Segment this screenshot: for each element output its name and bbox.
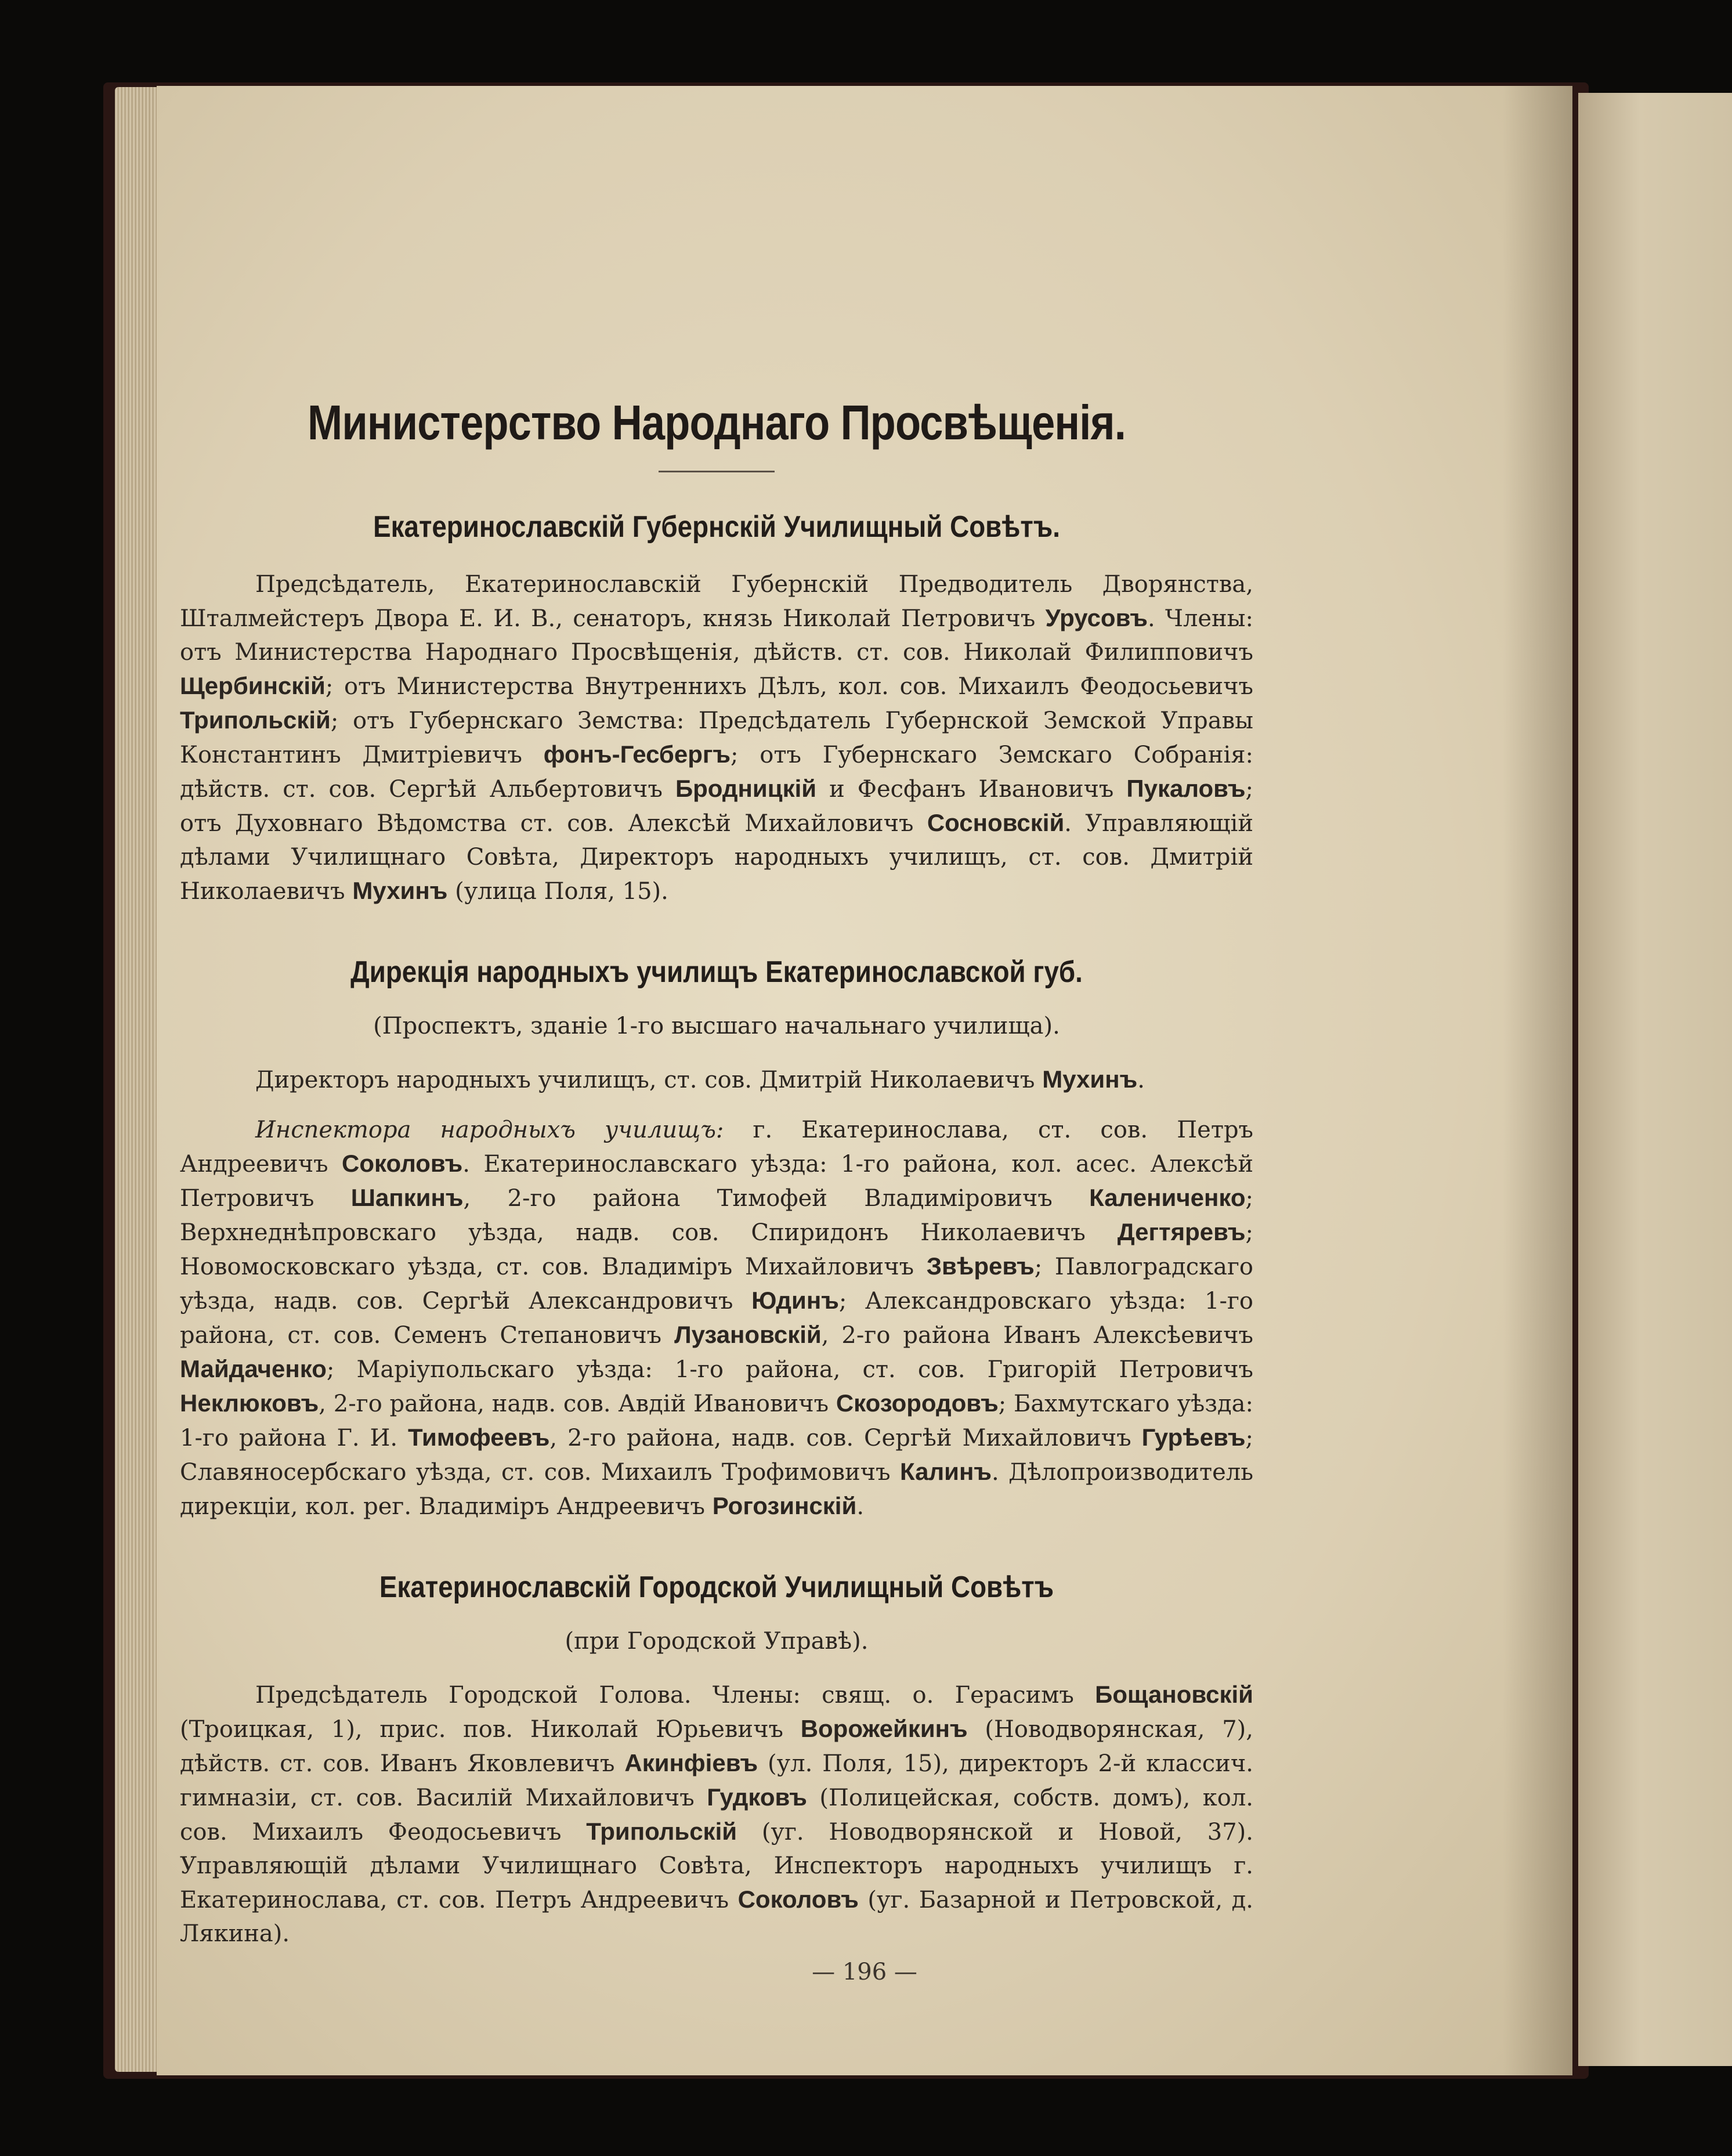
section-heading-governorate-council: Екатеринославскій Губернскій Училищный Совѣтъ.	[373, 510, 1060, 544]
page-number: — 196 —	[812, 1959, 917, 1985]
section-heading-city-council: Екатеринославскій Городской Училищный Совѣтъ	[379, 1570, 1054, 1604]
section-subtitle: (при Городской Управѣ).	[565, 1628, 869, 1655]
section-heading-directorate: Дирекція народныхъ училищъ Екатеринославской губ.	[350, 955, 1083, 989]
section-paragraph: Предсѣдатель Городской Голова. Члены: свящ. о. Герасимъ Бощановскій (Троицкая, 1), прис. пов. Николай Юрьевичъ Ворожейкинъ (Новодворянская, 7), дѣйств. ст. сов. Иванъ Яковлевичъ Акинфіевъ (ул. Поля, 15), директоръ 2-й классич. гимназіи, ст. сов. Василій Михайловичъ Гудковъ (Полицейская, собств. домъ), кол. сов. Михаилъ Феодосьевичъ Трипольскій (уг. Новодворянской и Новой, 37). Управляющій дѣлами Училищнаго Совѣта, Инспекторъ народныхъ училищъ г. Екатеринослава, ст. сов. Петръ Андреевичъ Соколовъ (уг. Базарной и Петровской, д. Лякина).	[180, 1681, 1254, 1947]
page-content	[180, 302, 1253, 1967]
section-paragraph: Инспектора народныхъ училищъ: г. Екатеринослава, ст. сов. Петръ Андреевичъ Соколовъ. Екатеринославскаго уѣзда: 1-го района, кол. асес. Алексѣй Петровичъ Шапкинъ, 2-го района Тимофей Владиміровичъ Калениченко; Верхнеднѣпровскаго уѣзда, надв. сов. Спиридонъ Николаевичъ Дегтяревъ; Новомосковскаго уѣзда, ст. сов. Владиміръ Михайловичъ Звѣревъ; Павлоградскаго уѣзда, надв. сов. Сергѣй Александровичъ Юдинъ; Александровскаго уѣзда: 1-го района, ст. сов. Семенъ Степановичъ Лузановскій, 2-го района Иванъ Алексѣевичъ Майдаченко; Маріупольскаго уѣзда: 1-го района, ст. сов. Григорій Петровичъ Неклюковъ, 2-го района, надв. сов. Авдій Ивановичъ Скозородовъ; Бахмутскаго уѣзда: 1-го района Г. И. Тимофеевъ, 2-го района, надв. сов. Сергѣй Михайловичъ Гурѣевъ; Славяносербскаго уѣзда, ст. сов. Михаилъ Трофимовичъ Калинъ. Дѣлопроизводитель дирекціи, кол. рег. Владиміръ Андреевичъ Рогозинскій.	[180, 1117, 1254, 1520]
section-paragraph: Директоръ народныхъ училищъ, ст. сов. Дмитрій Николаевичъ Мухинъ.	[255, 1066, 1145, 1093]
title-rule	[659, 471, 775, 472]
section-paragraph: Предсѣдатель, Екатеринославскій Губернскій Предводитель Дворянства, Шталмейстеръ Двора Е. И. В., сенаторъ, князь Николай Петровичъ Урусовъ. Члены: отъ Министерства Народнаго Просвѣщенія, дѣйств. ст. сов. Николай Филипповичъ Щербинскій; отъ Министерства Внутреннихъ Дѣлъ, кол. сов. Михаилъ Феодосьевичъ Трипольскій; отъ Губернскаго Земства: Предсѣдатель Губернской Земской Управы Константинъ Дмитріевичъ фонъ-Гесбергъ; отъ Губернскаго Земскаго Собранія: дѣйств. ст. сов. Сергѣй Альбертовичъ Бродницкій и Фесфанъ Ивановичъ Пукаловъ; отъ Духовнаго Вѣдомства ст. сов. Алексѣй Михайловичъ Сосновскій. Управляющій дѣлами Училищнаго Совѣта, Директоръ народныхъ училищъ, ст. сов. Дмитрій Николаевичъ Мухинъ (улица Поля, 15).	[180, 571, 1254, 905]
section-subtitle: (Проспектъ, зданіе 1-го высшаго начальнаго училища).	[373, 1013, 1060, 1039]
facing-page	[1578, 93, 1732, 2066]
page-title: Министерство Народнаго Просвѣщенія.	[308, 395, 1126, 450]
page-gutter-shadow	[1503, 86, 1572, 2075]
